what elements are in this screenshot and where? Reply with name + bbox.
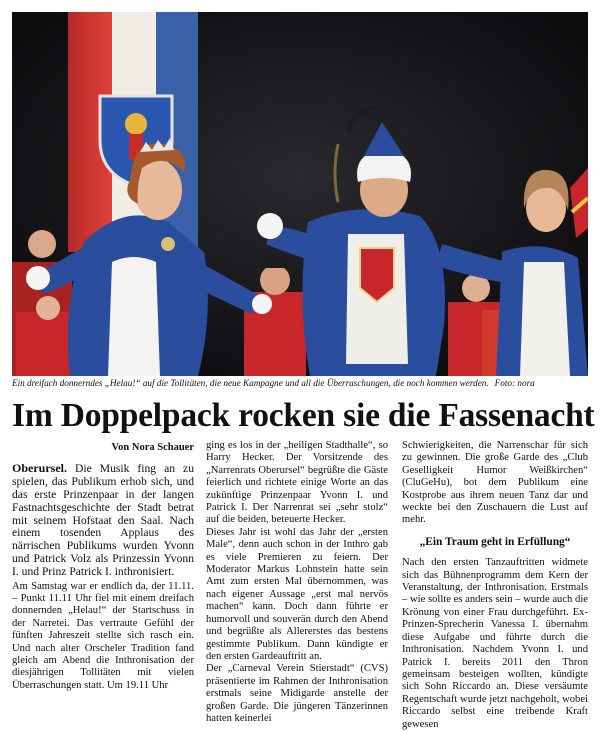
carnival-stage-image xyxy=(12,12,588,376)
body-paragraph: Nach den ersten Tanzauftritten widmete sich das Bühnenprogramm dem Kern der Veranstaltung, der Inthronisation. Erstmals – wie sollte es anders sein – wurde auch die Krönung von einer Frau durchgeführt. Ex-Prinzen-Sprecherin Vanessa I. übernahm diese Aufgabe und führte durch die Inthronisation. Nachdem Yvonn I. und Patrick I. bereits 2011 den Thron gemeinsam besteigen wollten, kündigte sich Sohn Riccardo an. Diese versäumte Regentschaft wurde jetzt nachgeholt, wobei Riccardo selbst eine treibende Kraft gewesen xyxy=(402,557,588,730)
body-paragraph: Der „Carneval Verein Stierstadt“ (CVS) präsentierte im Rahmen der Inthronisation erstmals seine Midigarde anstelle der großen Garde. Die jüngeren Tänzerinnen hatten keinerlei xyxy=(206,663,388,724)
byline: Von Nora Schauer xyxy=(111,442,194,453)
lead-paragraph xyxy=(12,462,194,578)
article-column-3 xyxy=(402,440,588,731)
princess-glove xyxy=(26,266,50,290)
lead-text: Die Musik fing an zu spielen, das Publikum erhob sich, und das erste Prinzenpaar in der langen Fastnachtsgeschichte der Stadt betrat mit seinem Hofstaat den Saal. Nach einem tosenden Applaus des närrischen Publikums wurden Yvonn und Patrick Volz als Prinzessin Yvonn I. und Prinz Patrick I. inthronisiert. xyxy=(12,462,194,578)
caption-text: Ein dreifach donnerndes „Helau!“ auf die Tollitäten, die neue Kampagne und all die Überraschungen, die noch kommen werden. xyxy=(12,378,489,388)
body-paragraph: ging es los in der „heiligen Stadthalle“, so Harry Hecker. Der Vorsitzende des „Narrenrats Oberursel“ begrüßte die Gäste feierlich und richtete einige Worte an das zukünftige Prinzenpaar Yvonn I. und Patrick I. Der Narrenrat sei „sehr stolz“ auf die beiden, beteuerte Hecker. xyxy=(206,440,388,526)
dateline: Oberursel. xyxy=(12,461,67,476)
body-paragraph: Dieses Jahr ist wohl das Jahr der „ersten Male“, denn auch schon in der Inthro gab es viele Premieren zu feiern. Der Moderator Markus Lohnstein hatte sein Amt zum ersten Mal übernommen, was nach eigener Aussage „erst mal nervös machen“ kann. Doch dann führte er humorvoll und souverän durch den Abend und begrüßte als Allererstes das bestens gestimmte Publikum. Dann kündigte er den ersten Gardeauftritt an. xyxy=(206,526,388,662)
body-paragraph: Am Samstag war er endlich da, der 11.11. – Punkt 11.11 Uhr fiel mit einem dreifach donnernden „Helau!“ der Startschuss in der Narretei. Das vertraute Gefühl der fünften Jahreszeit stellte sich rasch ein. Und nach alter Orscheler Tradition fand gleich am Abend die Inthronisation der diesjährigen Tollitäten mit vielen Überraschungen statt. Um 19.11 Uhr xyxy=(12,580,194,691)
subheading: „Ein Traum geht in Erfüllung“ xyxy=(419,535,571,548)
prince-glove xyxy=(257,213,283,239)
article-column-2 xyxy=(206,440,388,725)
article-photo xyxy=(12,12,588,376)
body-paragraph: Schwierigkeiten, die Narrenschar für sich zu gewinnen. Die große Garde des „Club Geselligkeit Humor Weißkirchen“ (CluGeHu), bot dem Publikum eine Kostprobe aus ihrem neuen Tanz dar und weckte bei den Zuschauern die Lust auf mehr. xyxy=(402,440,588,526)
article-column-1 xyxy=(12,440,194,692)
article-headline: Im Doppelpack rocken sie die Fassenacht xyxy=(12,397,595,434)
photo-caption xyxy=(12,378,588,388)
photo-credit: Foto: nora xyxy=(494,378,535,388)
